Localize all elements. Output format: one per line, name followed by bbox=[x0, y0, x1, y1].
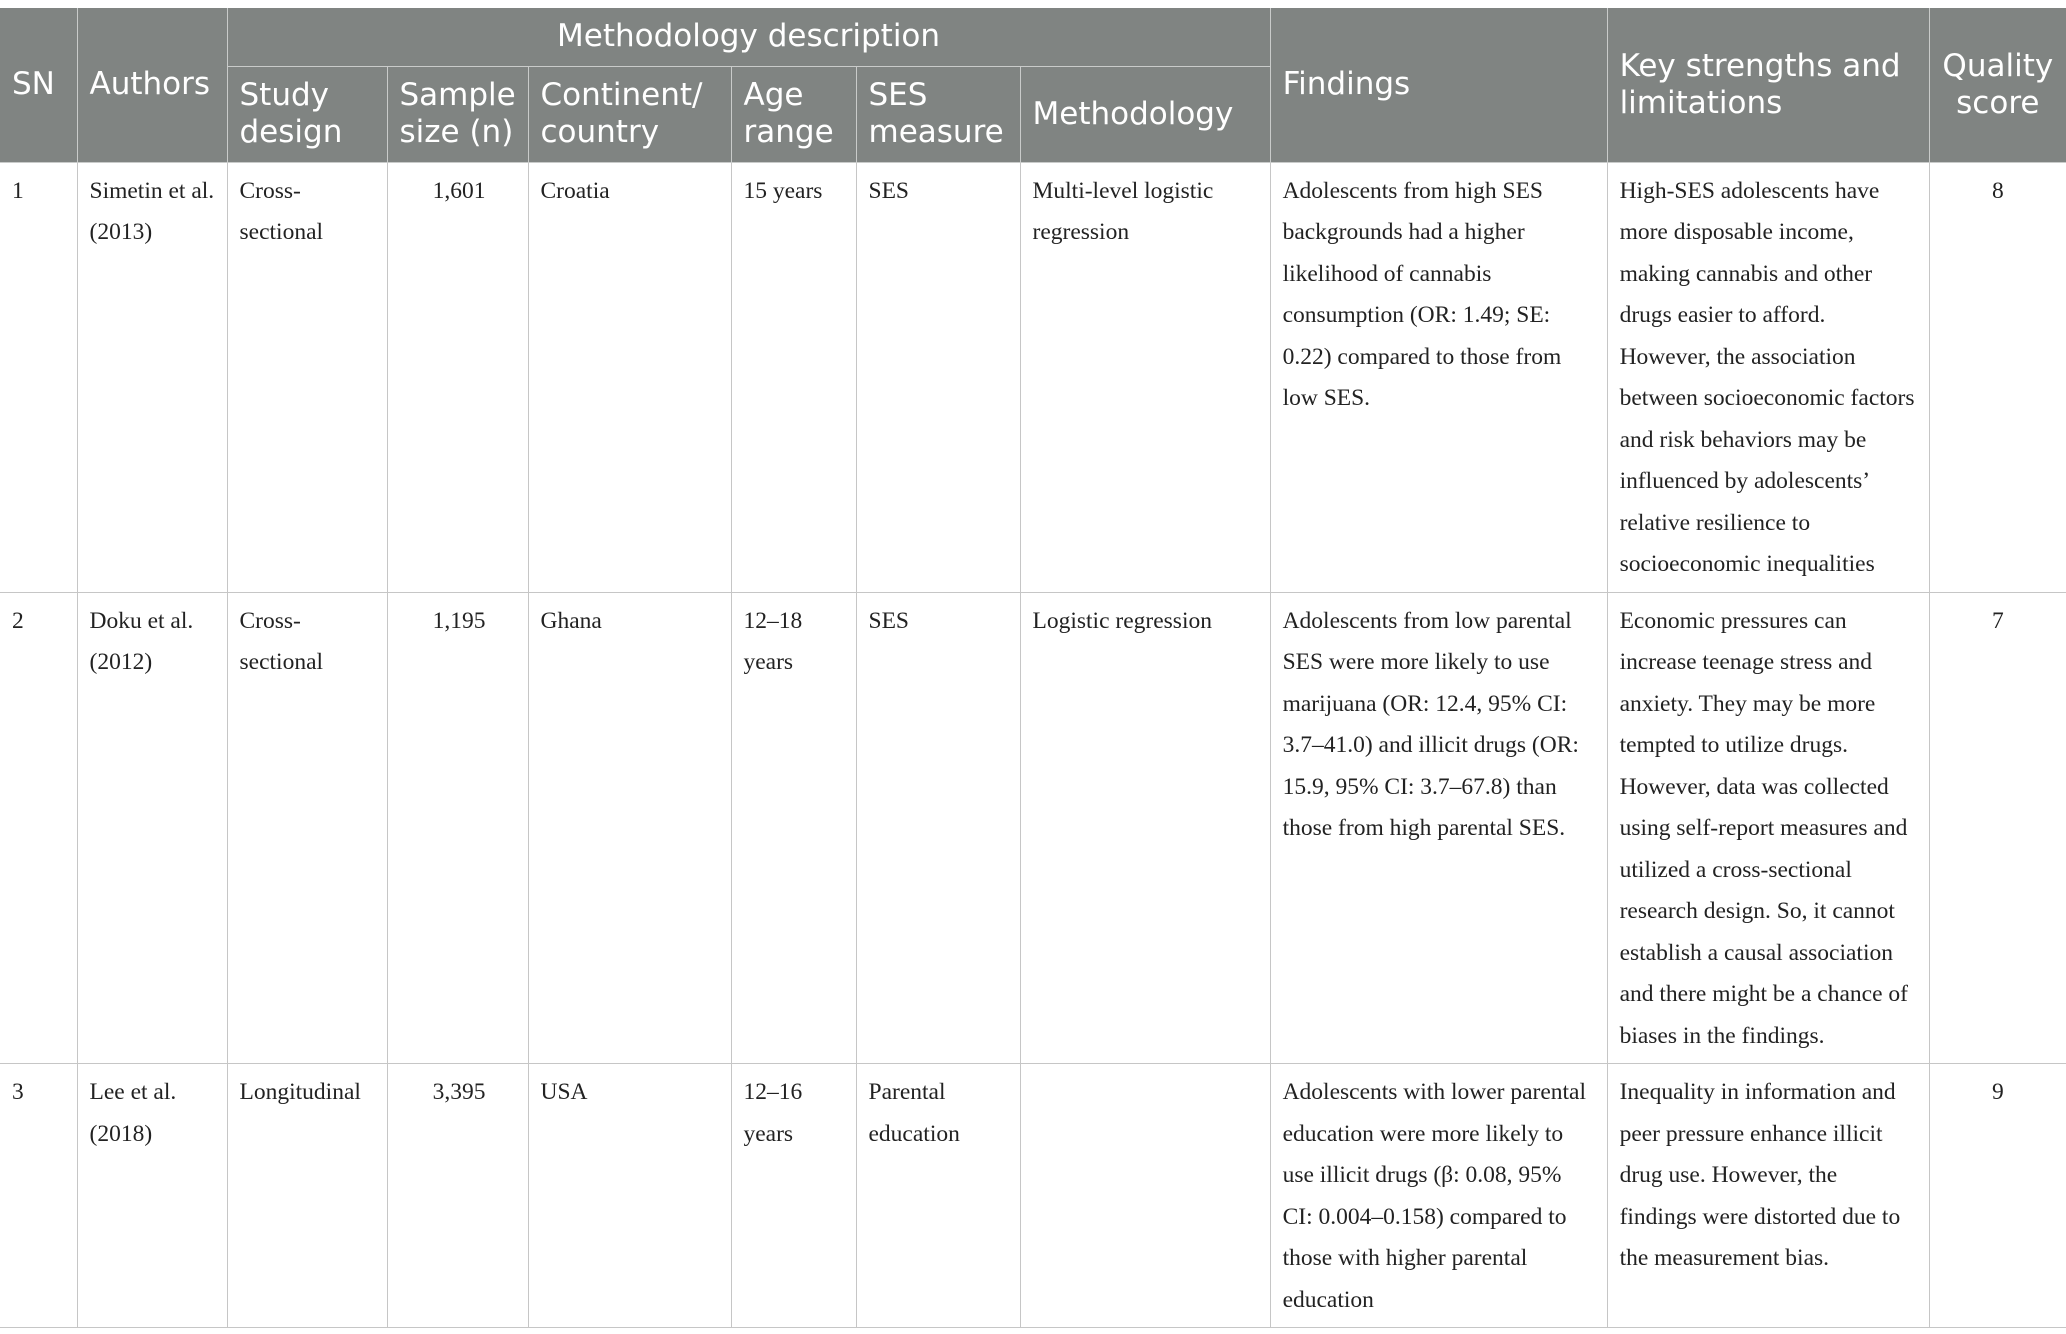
table-row bbox=[0, 1064, 2066, 1328]
cell-sample-size: 1,601 bbox=[387, 162, 528, 592]
cell-ses-measure: SES bbox=[856, 162, 1020, 592]
cell-study-design: Cross-sectional bbox=[227, 162, 387, 592]
cell-sample-size: 3,395 bbox=[387, 1064, 528, 1328]
table-header bbox=[0, 8, 2066, 162]
cell-findings: Adolescents from low parental SES were more likely to use marijuana (OR: 12.4, 95% CI: 3.7–41.0) and illicit drugs (OR: 15.9, 95% CI: 3.7–67.8) than those from high parental SES. bbox=[1270, 592, 1607, 1064]
cell-sample-size: 1,195 bbox=[387, 592, 528, 1064]
cell-methodology: Logistic regression bbox=[1020, 592, 1270, 1064]
header-authors: Authors bbox=[77, 8, 227, 162]
cell-age-range: 12–18 years bbox=[731, 592, 856, 1064]
cell-sn: 2 bbox=[0, 592, 77, 1064]
cell-strengths-limitations: High-SES adolescents have more disposable income, making cannabis and other drugs easier to afford. However, the association between socioeconomic factors and risk behaviors may be influenced by adolescents’ relative resilience to socioeconomic inequalities bbox=[1607, 162, 1929, 592]
header-age-range: Age range bbox=[731, 66, 856, 162]
header-methodology: Methodology bbox=[1020, 66, 1270, 162]
cell-quality-score: 7 bbox=[1929, 592, 2066, 1064]
review-table-container bbox=[0, 8, 2066, 1328]
cell-sn: 1 bbox=[0, 162, 77, 592]
cell-ses-measure: SES bbox=[856, 592, 1020, 1064]
cell-authors: Lee et al. (2018) bbox=[77, 1064, 227, 1328]
cell-authors: Doku et al. (2012) bbox=[77, 592, 227, 1064]
review-table bbox=[0, 8, 2066, 1328]
cell-authors: Simetin et al. (2013) bbox=[77, 162, 227, 592]
cell-age-range: 15 years bbox=[731, 162, 856, 592]
cell-strengths-limitations: Inequality in information and peer pressure enhance illicit drug use. However, the findings were distorted due to the measurement bias. bbox=[1607, 1064, 1929, 1328]
table-body bbox=[0, 162, 2066, 1328]
header-strengths-limitations: Key strengths and limitations bbox=[1607, 8, 1929, 162]
header-sample-size: Sample size (n) bbox=[387, 66, 528, 162]
header-findings: Findings bbox=[1270, 8, 1607, 162]
cell-methodology bbox=[1020, 1064, 1270, 1328]
cell-findings: Adolescents from high SES backgrounds had a higher likelihood of cannabis consumption (OR: 1.49; SE: 0.22) compared to those from low SES. bbox=[1270, 162, 1607, 592]
header-quality-score: Quality score bbox=[1929, 8, 2066, 162]
cell-ses-measure: Parental education bbox=[856, 1064, 1020, 1328]
header-sn: SN bbox=[0, 8, 77, 162]
cell-findings: Adolescents with lower parental education were more likely to use illicit drugs (β: 0.08, 95% CI: 0.004–0.158) compared to those with higher parental education bbox=[1270, 1064, 1607, 1328]
cell-strengths-limitations: Economic pressures can increase teenage stress and anxiety. They may be more tempted to utilize drugs. However, data was collected using self-report measures and utilized a cross-sectional research design. So, it cannot establish a causal association and there might be a chance of biases in the findings. bbox=[1607, 592, 1929, 1064]
cell-country: USA bbox=[528, 1064, 731, 1328]
cell-quality-score: 9 bbox=[1929, 1064, 2066, 1328]
header-continent-country: Continent/ country bbox=[528, 66, 731, 162]
table-row bbox=[0, 162, 2066, 592]
cell-sn: 3 bbox=[0, 1064, 77, 1328]
cell-methodology: Multi-level logistic regression bbox=[1020, 162, 1270, 592]
header-study-design: Study design bbox=[227, 66, 387, 162]
cell-quality-score: 8 bbox=[1929, 162, 2066, 592]
header-methodology-description: Methodology description bbox=[227, 8, 1270, 66]
cell-country: Croatia bbox=[528, 162, 731, 592]
table-row bbox=[0, 592, 2066, 1064]
header-ses-measure: SES measure bbox=[856, 66, 1020, 162]
cell-country: Ghana bbox=[528, 592, 731, 1064]
cell-study-design: Cross-sectional bbox=[227, 592, 387, 1064]
cell-study-design: Longitudinal bbox=[227, 1064, 387, 1328]
cell-age-range: 12–16 years bbox=[731, 1064, 856, 1328]
